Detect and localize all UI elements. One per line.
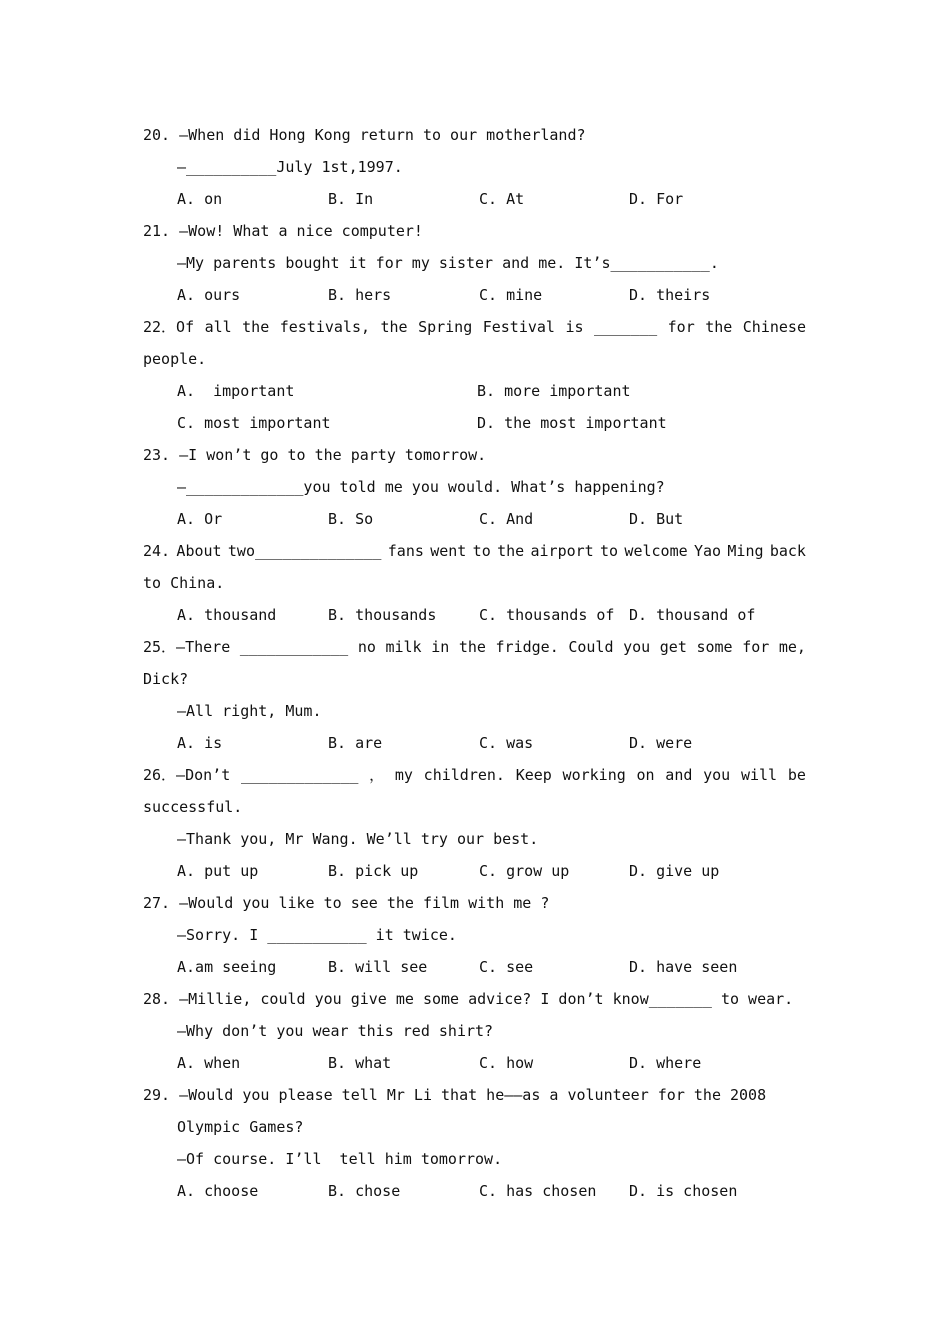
prompt-word: Keep: [515, 766, 552, 784]
question-26-prompt: [143, 765, 806, 785]
prompt-word: welcome: [624, 542, 688, 560]
prompt-word: to: [600, 542, 619, 560]
prompt-word: and: [665, 766, 693, 784]
prompt-word: you: [623, 638, 651, 656]
question-27-prompt: 27. —Would you like to see the film with me ?: [143, 894, 550, 912]
question-29-option-a: A. choose: [177, 1182, 259, 1200]
prompt-word: Spring: [418, 318, 473, 336]
prompt-word: be: [787, 766, 806, 784]
question-27-option-d: D. have seen: [629, 958, 738, 976]
prompt-word: back: [769, 542, 806, 560]
question-22-prompt: [143, 317, 806, 337]
prompt-word: for: [742, 638, 770, 656]
prompt-word: children.: [423, 766, 505, 784]
question-23-reply: —_____________you told me you would. What’s happening?: [177, 478, 665, 496]
question-21-option-a: A. ours: [177, 286, 241, 304]
prompt-word: airport: [530, 542, 594, 560]
prompt-word: the: [242, 318, 270, 336]
question-26-option-b: B. pick up: [328, 862, 419, 880]
prompt-word: me,: [778, 638, 806, 656]
question-25-option-b: B. are: [328, 734, 383, 752]
question-21-reply: —My parents bought it for my sister and me. It’s___________.: [177, 254, 719, 272]
question-24-option-d: D. thousand of: [629, 606, 756, 624]
question-26-reply: —Thank you, Mr Wang. We’ll try our best.: [177, 830, 539, 848]
question-21-option-c: C. mine: [479, 286, 543, 304]
question-20-option-c: C. At: [479, 190, 525, 208]
question-28-reply: —Why don’t you wear this red shirt?: [177, 1022, 494, 1040]
answer-blank: _______: [593, 318, 658, 336]
question-27-option-c: C. see: [479, 958, 534, 976]
prompt-word: some: [696, 638, 733, 656]
question-29-prompt: 29. —Would you please tell Mr Li that he——as a volunteer for the 2008: [143, 1086, 767, 1104]
question-25-prompt: [143, 637, 806, 657]
question-29-option-c: C. has chosen: [479, 1182, 597, 1200]
question-27-option-b: B. will see: [328, 958, 428, 976]
question-23-prompt: 23. —I won’t go to the party tomorrow.: [143, 446, 487, 464]
prompt-word: to: [472, 542, 491, 560]
answer-blank: two______________: [227, 542, 382, 560]
question-23-option-d: D. But: [629, 510, 684, 528]
question-27-reply: —Sorry. I ___________ it twice.: [177, 926, 457, 944]
question-24-option-a: A. thousand: [177, 606, 277, 624]
question-23-option-b: B. So: [328, 510, 374, 528]
prompt-word: 26．—Don’t: [143, 766, 231, 784]
question-21-option-b: B. hers: [328, 286, 392, 304]
question-28-option-a: A. when: [177, 1054, 241, 1072]
answer-blank: _____________: [240, 766, 359, 784]
question-24-option-b: B. thousands: [328, 606, 437, 624]
question-20-option-a: A. on: [177, 190, 223, 208]
prompt-word: all: [204, 318, 232, 336]
question-26-option-d: D. give up: [629, 862, 720, 880]
question-20-reply: —__________July 1st,1997.: [177, 158, 403, 176]
prompt-word: the: [458, 638, 486, 656]
question-26-option-a: A. put up: [177, 862, 259, 880]
prompt-word: the: [380, 318, 408, 336]
prompt-word: About: [176, 542, 222, 560]
question-21-option-d: D. theirs: [629, 286, 711, 304]
prompt-word: 22．Of: [143, 318, 195, 336]
question-29-prompt-cont: Olympic Games?: [177, 1118, 304, 1136]
prompt-word: Could: [568, 638, 614, 656]
question-28-option-c: C. how: [479, 1054, 534, 1072]
question-23-option-a: A. Or: [177, 510, 223, 528]
question-20-option-b: B. In: [328, 190, 374, 208]
question-25-option-d: D. were: [629, 734, 693, 752]
question-22-option-a: A. important: [177, 382, 295, 400]
prompt-word: milk: [385, 638, 422, 656]
prompt-word: no: [357, 638, 376, 656]
question-25-option-c: C. was: [479, 734, 534, 752]
question-26-option-c: C. grow up: [479, 862, 570, 880]
prompt-word: Ming: [727, 542, 764, 560]
question-28-option-b: B. what: [328, 1054, 392, 1072]
question-20-prompt: 20. —When did Hong Kong return to our motherland?: [143, 126, 586, 144]
prompt-word: working: [562, 766, 626, 784]
prompt-word: on: [636, 766, 655, 784]
prompt-word: fridge.: [495, 638, 559, 656]
question-24-prompt: [143, 541, 806, 561]
prompt-word: my: [394, 766, 413, 784]
question-24-option-c: C. thousands of: [479, 606, 615, 624]
question-28-option-d: D. where: [629, 1054, 702, 1072]
prompt-word: Festival: [482, 318, 555, 336]
prompt-word: in: [431, 638, 450, 656]
prompt-word: 24.: [143, 542, 171, 560]
question-29-option-d: D. is chosen: [629, 1182, 738, 1200]
prompt-word: is: [565, 318, 584, 336]
question-20-option-d: D. For: [629, 190, 684, 208]
prompt-word: for: [667, 318, 695, 336]
prompt-word: 25．—There: [143, 638, 231, 656]
prompt-word: will: [740, 766, 778, 784]
question-23-option-c: C. And: [479, 510, 534, 528]
answer-blank: ____________: [239, 638, 349, 656]
prompt-word: Yao: [693, 542, 722, 560]
prompt-word: ，: [369, 766, 385, 784]
prompt-word: the: [705, 318, 733, 336]
prompt-word: festivals,: [279, 318, 371, 336]
question-22-option-c: C. most important: [177, 414, 331, 432]
question-24-prompt-cont: to China.: [143, 574, 225, 592]
question-21-prompt: 21. —Wow! What a nice computer!: [143, 222, 423, 240]
question-25-option-a: A. is: [177, 734, 223, 752]
question-27-option-a: A.am seeing: [177, 958, 277, 976]
question-25-reply: —All right, Mum.: [177, 702, 322, 720]
question-26-prompt-cont: successful.: [143, 798, 243, 816]
question-28-prompt: 28. —Millie, could you give me some advice? I don’t know_______ to wear.: [143, 990, 794, 1008]
prompt-word: you: [703, 766, 731, 784]
prompt-word: went: [430, 542, 467, 560]
question-25-prompt-cont: Dick?: [143, 670, 189, 688]
question-22-option-b: B. more important: [477, 382, 631, 400]
prompt-word: Chinese: [742, 318, 806, 336]
question-29-reply: —Of course. I’ll tell him tomorrow.: [177, 1150, 503, 1168]
prompt-word: fans: [387, 542, 424, 560]
prompt-word: get: [659, 638, 687, 656]
question-29-option-b: B. chose: [328, 1182, 401, 1200]
prompt-word: the: [497, 542, 525, 560]
question-22-prompt-cont: people.: [143, 350, 207, 368]
question-22-option-d: D. the most important: [477, 414, 667, 432]
